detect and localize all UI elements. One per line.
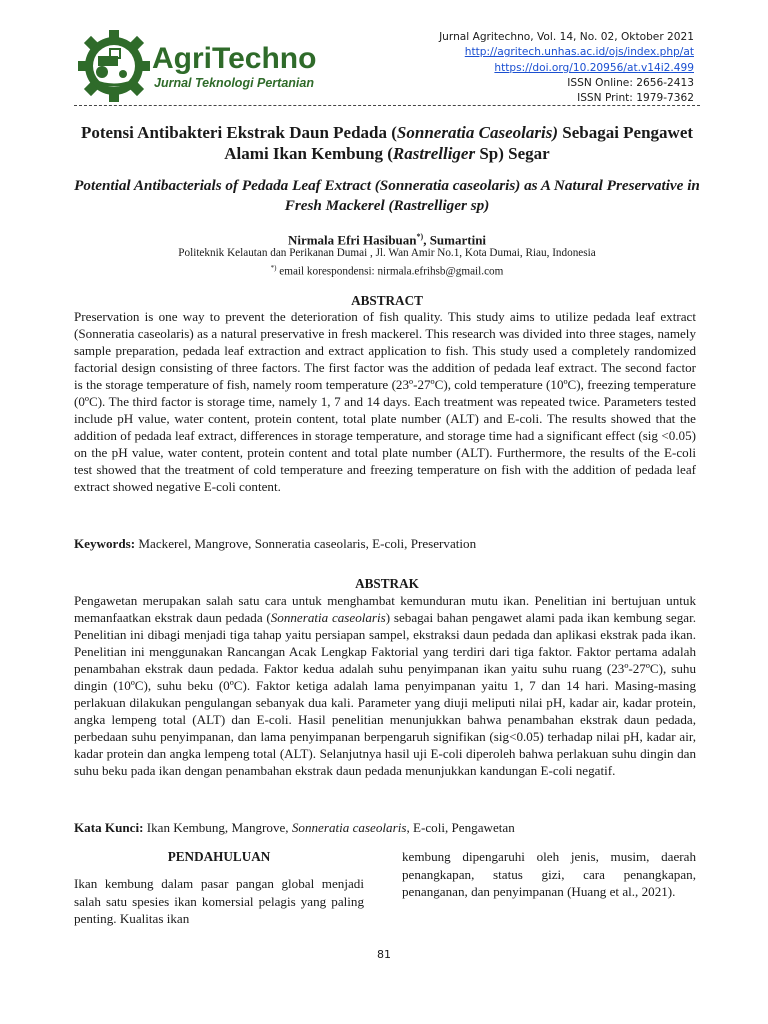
- journal-line: Jurnal Agritechno, Vol. 14, No. 02, Oktober 2021: [439, 31, 694, 43]
- kata-kunci-values: , E-coli, Pengawetan: [406, 820, 515, 835]
- logo-name: AgriTechno: [152, 42, 317, 75]
- corresponding-mark: *): [416, 232, 424, 241]
- abstrak-text: [74, 592, 696, 779]
- author-name: , Sumartini: [423, 232, 487, 248]
- kata-kunci-line: [74, 819, 696, 836]
- abstrak-heading: ABSTRAK: [355, 576, 419, 591]
- abstrak-text-part: ) sebagai bahan pengawet alami pada ikan kembung segar. Penelitian ini dibagi menjadi tiga tahap yaitu persiapan sampel, ekstraksi daun pedada dan aplikasi ekstrak pada ikan. Penelitian ini menggunakan Rancangan Acak Lengkap Faktorial yang terdiri dari tiga faktor. Faktor pertama adalah penambahan ekstrak daun pedada. Faktor kedua adalah suhu penyimpanan ikan yaitu suhu ruang (23º-27ºC), suhu dingin (10ºC), suhu beku (0ºC). Faktor ketiga adalah lama penyimpanan yaitu 1, 7 dan 14 hari. Masing-masing perlakuan dilakukan pengulangan sebanyak dua kali. Parameter yang diuji meliputi nilai pH, kadar air, kadar protein, angka lempeng total (ALT) dan E-coli. Hasil penelitian menunjukkan bahwa penambahan ekstrak daun pedada, perbedaan suhu penyimpanan, dan lama penyimpanan berpengaruh signifikan (sig<0.05) terhadap nilai pH, kadar air, kadar protein dan angka lempeng total (ALT). Selanjutnya hasil uji E-coli diperoleh bahwa perlakuan suhu dingin dan suhu beku pada ikan dengan penambahan ekstrak daun pedada menunjukkan kandungan E-coli negatif.: [74, 610, 696, 778]
- email-text: email korespondensi: nirmala.efrihsb@gmail.com: [276, 265, 504, 278]
- intro-right-text: kembung dipengaruhi oleh jenis, musim, daerah penangkapan, status gizi, cara penangkapan, penanganan, dan penyimpanan (Huang et al., 2021).: [402, 849, 696, 899]
- affiliation-block: [74, 246, 700, 280]
- abstract-text: Preservation is one way to prevent the deterioration of fish quality. This study aims to utilize pedada leaf extract (Sonneratia caseolaris) as a natural preservative in fresh mackerel. This research was divided into three stages, namely sample preparation, pedada leaf extraction and extract application to fish. This study used a completely randomized factorial design consisting of three factors. The first factor was the addition of pedada leaf extract. The second factor is the storage temperature of fish, namely room temperature (23º-27ºC), cold temperature (10ºC), freezing temperature (0ºC). The third factor is storage time, namely 1, 7 and 14 days. Each treatment was repeated twice. Parameters tested include pH value, water content, protein content, total plate number (ALT) and E-coli. The results showed that the addition of pedada leaf extract, differences in storage temperature, and storage time had a significant effect (sig <0.05) on the pH value, water content, protein content and total plate number (ALT). Furthermore, the results of the E-coli test showed that the treatment of cold temperature and freezing temperature on fish with the addition of pedada leaf extract showed negative E-coli content.: [74, 309, 696, 494]
- intro-left-text: Ikan kembung dalam pasar pangan global menjadi salah satu spesies ikan komersial pelagis yang paling penting. Kualitas ikan: [74, 876, 364, 926]
- title-id-part: Potensi Antibakteri Ekstrak Daun Pedada (: [80, 123, 397, 142]
- gear-tractor-icon: [78, 30, 150, 102]
- doi-link[interactable]: https://doi.org/10.20956/at.v14i2.499: [494, 61, 694, 74]
- title-id-species: Rastrelliger: [392, 144, 476, 163]
- abstrak-text-part: Pengawetan merupakan salah satu cara untuk menghambat kemunduran mutu ikan. Penelitian ini bertujuan untuk memanfaatkan ekstrak daun pedada (: [74, 593, 696, 625]
- agritechno-logo: [78, 30, 328, 102]
- kata-kunci-species: Sonneratia caseolaris: [291, 820, 407, 835]
- keywords-line: [74, 535, 696, 552]
- intro-heading: PENDAHULUAN: [167, 849, 271, 864]
- title-id-part: Sp) Segar: [475, 144, 550, 163]
- journal-url-link[interactable]: http://agritech.unhas.ac.id/ojs/index.php/at: [464, 46, 694, 59]
- author-name: Nirmala Efri Hasibuan: [287, 232, 417, 248]
- intro-left-column: [74, 848, 364, 928]
- header-divider: [74, 105, 700, 106]
- affiliation: Politeknik Kelautan dan Perikanan Dumai , Jl. Wan Amir No.1, Kota Dumai, Riau, Indonesia: [178, 247, 596, 259]
- issn-print: ISSN Print: 1979-7362: [577, 92, 694, 105]
- abstrak-species: Sonneratia caseolaris: [270, 610, 386, 625]
- journal-meta: [364, 30, 694, 106]
- title-id-part: Sebagai Pengawet Alami Ikan Kembung (: [224, 123, 694, 163]
- kata-kunci-label: Kata Kunci:: [74, 820, 144, 835]
- keywords-label: Keywords:: [74, 536, 136, 551]
- page-number: 81: [377, 948, 391, 961]
- abstract-heading: ABSTRACT: [351, 293, 423, 308]
- title-id-species: Sonneratia Caseolaris): [396, 123, 558, 142]
- keywords-values: Mackerel, Mangrove, Sonneratia caseolaris, E-coli, Preservation: [135, 536, 477, 551]
- title-indonesian: [74, 122, 700, 164]
- logo-subtitle: Jurnal Teknologi Pertanian: [154, 76, 314, 90]
- kata-kunci-values: Ikan Kembung, Mangrove,: [143, 820, 292, 835]
- email-line: [74, 261, 700, 280]
- email-mark: *): [270, 264, 277, 272]
- issn-online: ISSN Online: 2656-2413: [567, 76, 694, 89]
- title-english: Potential Antibacterials of Pedada Leaf Extract (Sonneratia caseolaris) as A Natural Preservative in Fresh Mackerel (Rastrelliger sp): [74, 177, 700, 214]
